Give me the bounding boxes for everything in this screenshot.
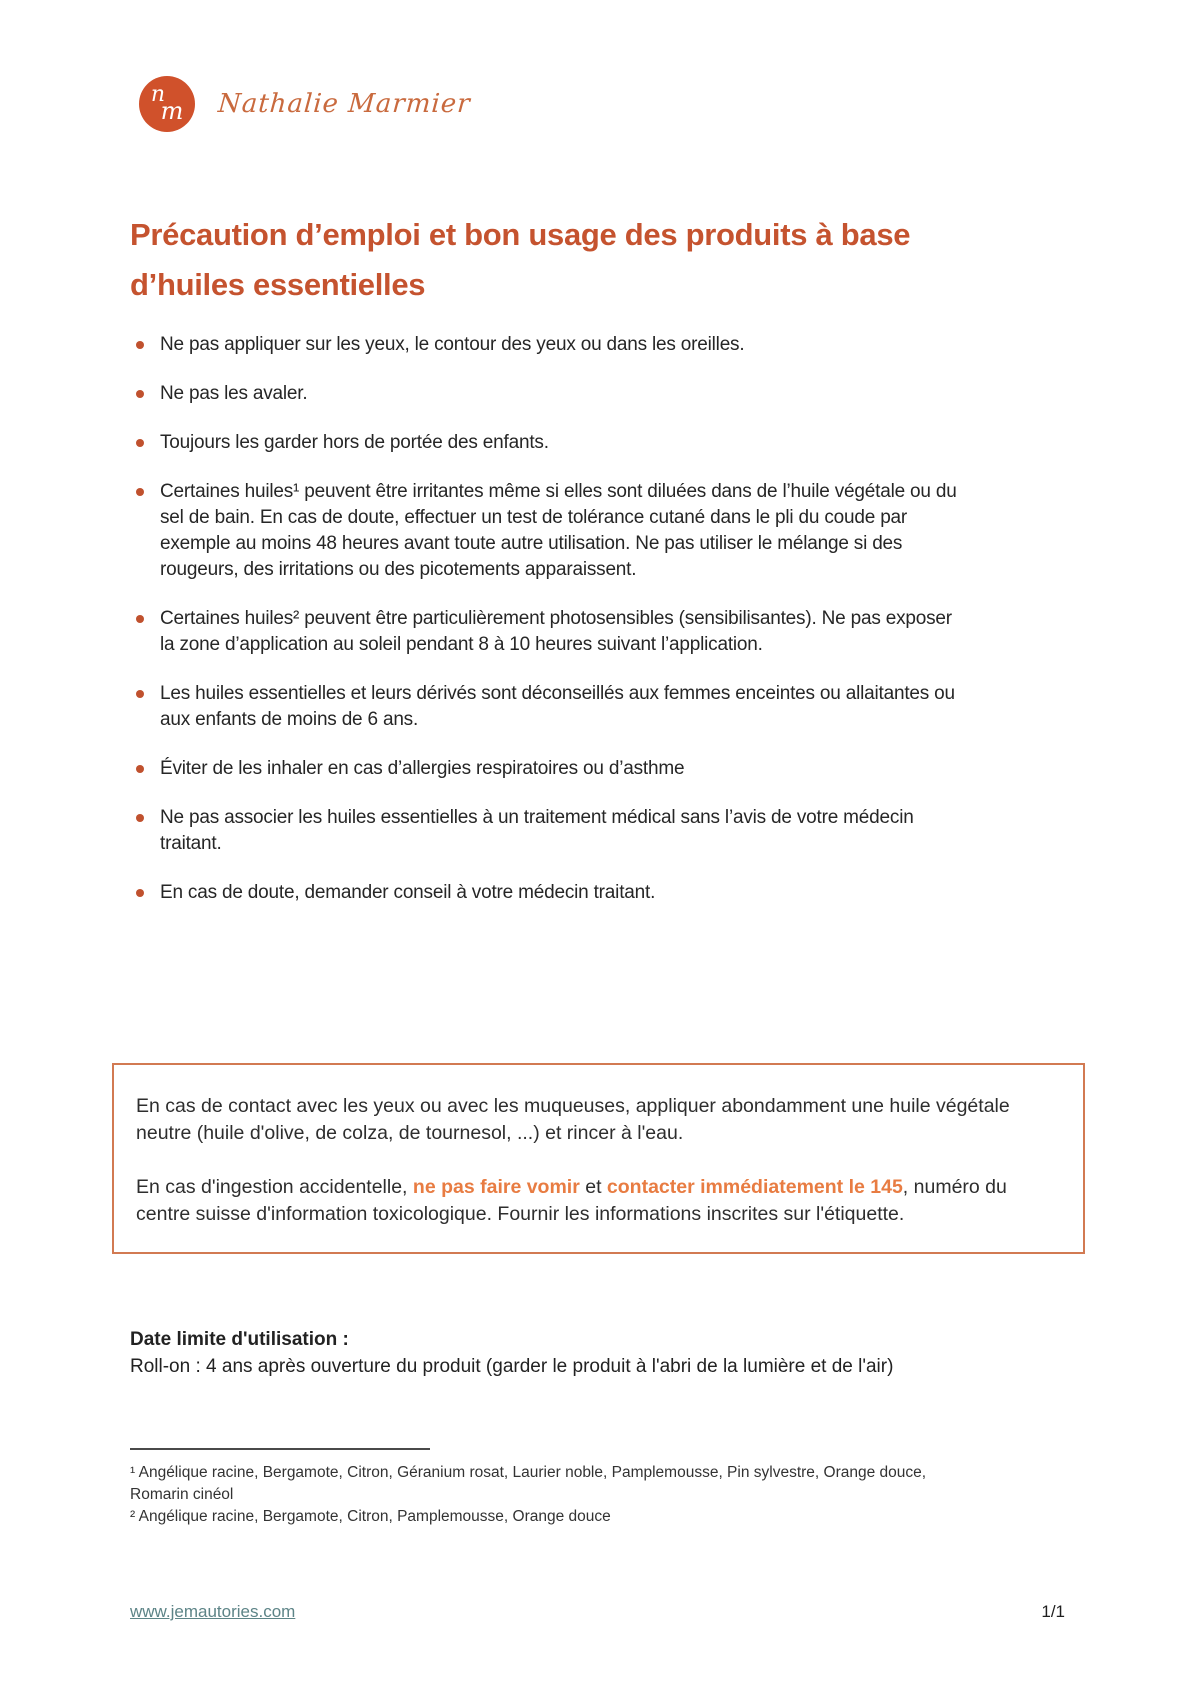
svg-text:m: m <box>160 97 184 125</box>
bullet-icon <box>136 690 144 698</box>
bullet-icon <box>136 341 144 349</box>
footnotes <box>130 1448 980 1528</box>
expiry-body: Roll-on : 4 ans après ouverture du produit (garder le produit à l'abri de la lumière et de l'air) <box>130 1356 894 1377</box>
bullet-icon <box>136 390 144 398</box>
list-item-text: Ne pas les avaler. <box>160 383 308 404</box>
expiry-heading: Date limite d'utilisation : <box>130 1329 349 1350</box>
list-item-text: Certaines huiles¹ peuvent être irritantes même si elles sont diluées dans de l’huile végétale ou du sel de bain. En cas de doute, effectuer un test de tolérance cutané dans le pli du coude par exemple au moins 48 heures avant toute autre utilisation. Ne pas utiliser le mélange si des rougeurs, des irritations ou des picotements apparaissent. <box>160 481 957 580</box>
bullet-icon <box>136 439 144 447</box>
brand-logo-icon <box>138 75 196 133</box>
list-item-text: En cas de doute, demander conseil à votre médecin traitant. <box>160 882 656 903</box>
list-item <box>130 880 970 906</box>
bullet-icon <box>136 765 144 773</box>
document-footer <box>130 1602 1065 1622</box>
brand-header <box>138 75 471 133</box>
warning-text: , numéro du centre suisse d'information toxicologique. Fournir les informations inscrites sur l'étiquette. <box>136 1176 1007 1225</box>
brand-name: Nathalie Marmier <box>216 89 472 119</box>
warning-paragraph-contact: En cas de contact avec les yeux ou avec les muqueuses, appliquer abondamment une huile végétale neutre (huile d'olive, de colza, de tournesol, ...) et rincer à l'eau. <box>136 1095 1010 1144</box>
list-item <box>130 681 970 733</box>
list-item <box>130 756 970 782</box>
list-item <box>130 332 970 358</box>
footnote-2: ² Angélique racine, Bergamote, Citron, Pamplemousse, Orange douce <box>130 1508 611 1525</box>
page-title: Précaution d’emploi et bon usage des produits à base d’huiles essentielles <box>130 217 911 302</box>
bullet-icon <box>136 889 144 897</box>
warning-text: et <box>579 1176 607 1198</box>
list-item <box>130 381 970 407</box>
list-item-text: Les huiles essentielles et leurs dérivés sont déconseillés aux femmes enceintes ou allaitantes ou aux enfants de moins de 6 ans. <box>160 683 955 730</box>
bullet-icon <box>136 814 144 822</box>
warning-accent-text: contacter immédiatement le 145 <box>606 1176 903 1198</box>
precautions-list <box>130 332 970 929</box>
list-item-text: Ne pas appliquer sur les yeux, le contour des yeux ou dans les oreilles. <box>160 334 745 355</box>
list-item <box>130 805 970 857</box>
website-link[interactable]: www.jemautories.com <box>130 1602 296 1621</box>
warning-box <box>112 1063 1085 1254</box>
footnote-1: ¹ Angélique racine, Bergamote, Citron, Géranium rosat, Laurier noble, Pamplemousse, Pin sylvestre, Orange douce, Romarin cinéol <box>130 1464 927 1503</box>
svg-text:n: n <box>150 82 166 107</box>
bullet-icon <box>136 615 144 623</box>
bullet-icon <box>136 488 144 496</box>
warning-text: En cas d'ingestion accidentelle, <box>136 1176 413 1198</box>
page-number: 1/1 <box>1041 1602 1065 1621</box>
list-item <box>130 430 970 456</box>
expiry-section <box>130 1326 990 1380</box>
list-item-text: Ne pas associer les huiles essentielles à un traitement médical sans l’avis de votre médecin traitant. <box>160 807 914 854</box>
list-item-text: Certaines huiles² peuvent être particulièrement photosensibles (sensibilisantes). Ne pas exposer la zone d’application au soleil pendant 8 à 10 heures suivant l’application. <box>160 608 952 655</box>
footnote-divider <box>130 1448 430 1450</box>
list-item <box>130 606 970 658</box>
list-item <box>130 479 970 583</box>
list-item-text: Éviter de les inhaler en cas d’allergies respiratoires ou d’asthme <box>160 758 685 779</box>
warning-accent-text: ne pas faire vomir <box>412 1176 580 1198</box>
list-item-text: Toujours les garder hors de portée des enfants. <box>160 432 549 453</box>
warning-paragraph-ingestion <box>136 1174 1061 1228</box>
